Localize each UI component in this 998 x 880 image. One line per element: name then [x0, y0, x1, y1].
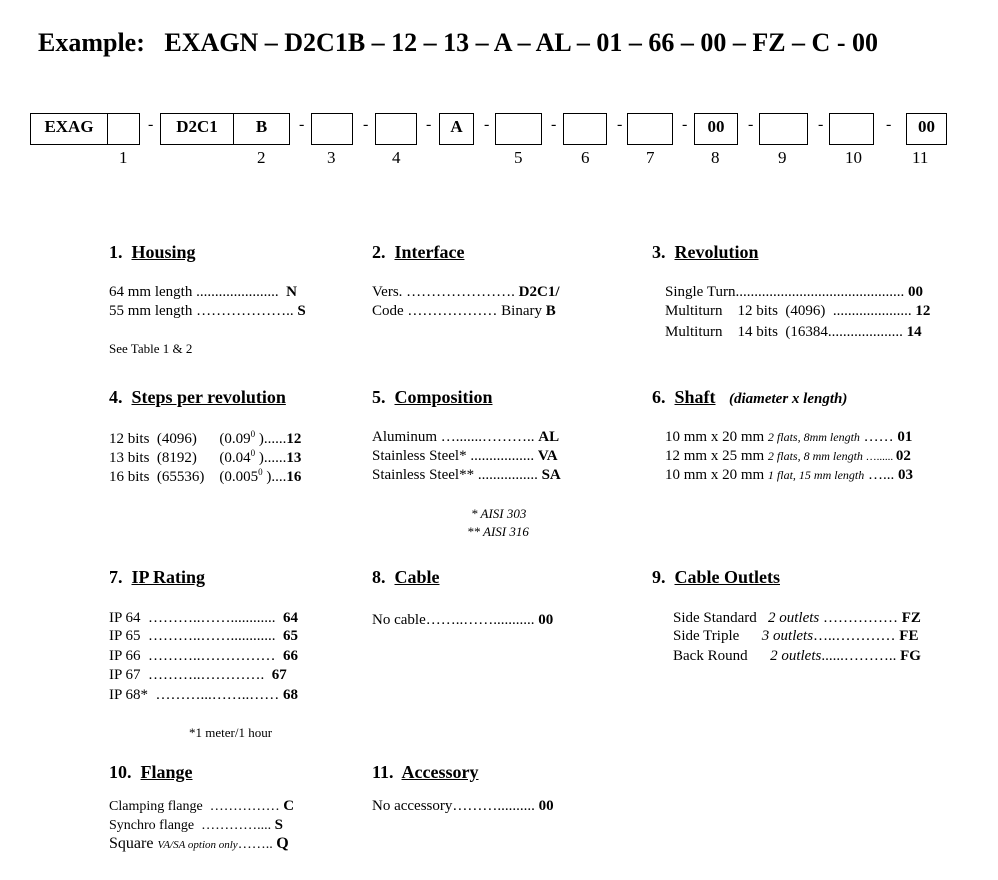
ordering-code-template	[0, 0, 998, 175]
field-number: 7	[646, 148, 655, 167]
code-dash: -	[484, 116, 490, 133]
option-line: Square VA/SA option only…….. Q	[109, 835, 289, 852]
field-number: 1	[119, 148, 128, 167]
code-dash: -	[363, 116, 369, 133]
code-box-accessory: 00	[906, 113, 947, 145]
code-dash: -	[426, 116, 432, 133]
section-title-accessory: 11. Accessory	[372, 762, 479, 782]
field-number: 9	[778, 148, 787, 167]
section-title-outlets: 9. Cable Outlets	[652, 567, 780, 587]
code-dash: -	[682, 116, 688, 133]
option-line: Back Round 2 outlets......……….. FG	[673, 648, 921, 664]
option-line: Clamping flange …………… C	[109, 798, 295, 814]
option-line: Side Standard 2 outlets …………… FZ	[673, 610, 921, 626]
section-title-steps: 4. Steps per revolution	[109, 387, 286, 407]
code-box-cable: 00	[694, 113, 738, 145]
composition-note: * AISI 303	[471, 506, 527, 521]
field-number: 2	[257, 148, 266, 167]
option-line: IP 67 ………..…………. 67	[109, 667, 287, 683]
option-line: Code ……………… Binary B	[372, 303, 556, 319]
code-box-exag: EXAG	[30, 113, 108, 145]
section-title-flange: 10. Flange	[109, 762, 193, 782]
section-title-shaft: 6. Shaft (diameter x length)	[652, 387, 848, 407]
code-dash: -	[886, 116, 892, 133]
code-box-a: A	[439, 113, 474, 145]
field-number: 3	[327, 148, 336, 167]
code-dash: -	[299, 116, 305, 133]
code-box-flange	[829, 113, 874, 145]
field-number: 6	[581, 148, 590, 167]
option-line: 10 mm x 20 mm 2 flats, 8mm length …… 01	[665, 429, 913, 445]
code-box-d2c1: D2C1	[160, 113, 234, 145]
option-line: IP 68* ………...……..…… 68	[109, 687, 299, 703]
code-box-shaft	[563, 113, 607, 145]
option-line: IP 65 ………..……............ 65	[109, 628, 299, 644]
code-box-revolution	[311, 113, 353, 145]
code-box-composition	[495, 113, 542, 145]
code-dash: -	[551, 116, 557, 133]
option-line: Stainless Steel** ................ SA	[372, 467, 561, 483]
code-dash: -	[748, 116, 754, 133]
field-number: 8	[711, 148, 720, 167]
option-line: IP 64 ………..……............ 64	[109, 610, 299, 626]
option-line: Multiturn 14 bits (16384.................... 14	[665, 324, 922, 340]
section-title-composition: 5. Composition	[372, 387, 493, 407]
code-box-housing	[107, 113, 140, 145]
section-title-revolution: 3. Revolution	[652, 242, 759, 262]
option-line: Aluminum ….......……….. AL	[372, 429, 560, 445]
option-line: 12 mm x 25 mm 2 flats, 8 mm length …...... 02	[665, 448, 911, 464]
code-box-steps	[375, 113, 417, 145]
option-line: Multiturn 12 bits (4096) ..................... 12	[665, 303, 931, 319]
option-line: 16 bits (65536) (0.005$^0$ )....16	[109, 467, 302, 485]
option-line: 10 mm x 20 mm 1 flat, 15 mm length …... 03	[665, 467, 913, 483]
field-number: 11	[912, 148, 929, 167]
ip-note: *1 meter/1 hour	[189, 725, 273, 740]
option-line: Vers. …………………. D2C1/	[372, 284, 560, 300]
code-box-outlets	[759, 113, 808, 145]
option-line: 55 mm length ……………….. S	[109, 303, 306, 319]
option-line: Stainless Steel* ................. VA	[372, 448, 558, 464]
field-number: 4	[392, 148, 401, 167]
code-box-ip	[627, 113, 673, 145]
option-line: 12 bits (4096) (0.09$^0$ )......12	[109, 429, 302, 447]
option-line: No accessory……….......... 00	[372, 798, 554, 814]
composition-note: ** AISI 316	[467, 524, 529, 539]
section-title-cable: 8. Cable	[372, 567, 440, 587]
code-box-interface: B	[233, 113, 290, 145]
option-line: 64 mm length ...................... N	[109, 284, 297, 300]
code-dash: -	[818, 116, 824, 133]
option-line: Single Turn............................................. 00	[665, 284, 923, 300]
section-title-interface: 2. Interface	[372, 242, 465, 262]
page-title: Example: EXAGN – D2C1B – 12 – 13 – A – AL – 01 – 66 – 00 – FZ – C - 00	[38, 28, 878, 57]
field-number: 5	[514, 148, 523, 167]
code-dash: -	[617, 116, 623, 133]
option-line: 13 bits (8192) (0.04$^0$ )......13	[109, 448, 302, 466]
option-line: Side Triple 3 outlets…..………… FE	[673, 628, 919, 644]
code-dash: -	[148, 116, 154, 133]
section-title-housing: 1. Housing	[109, 242, 196, 262]
housing-note: See Table 1 & 2	[109, 341, 193, 356]
option-line: IP 66 ………..…………… 66	[109, 648, 299, 664]
field-number: 10	[845, 148, 862, 167]
option-line: Synchro flange ………….... S	[109, 817, 283, 833]
option-line: No cable……..……........... 00	[372, 612, 554, 628]
section-title-ip: 7. IP Rating	[109, 567, 206, 587]
